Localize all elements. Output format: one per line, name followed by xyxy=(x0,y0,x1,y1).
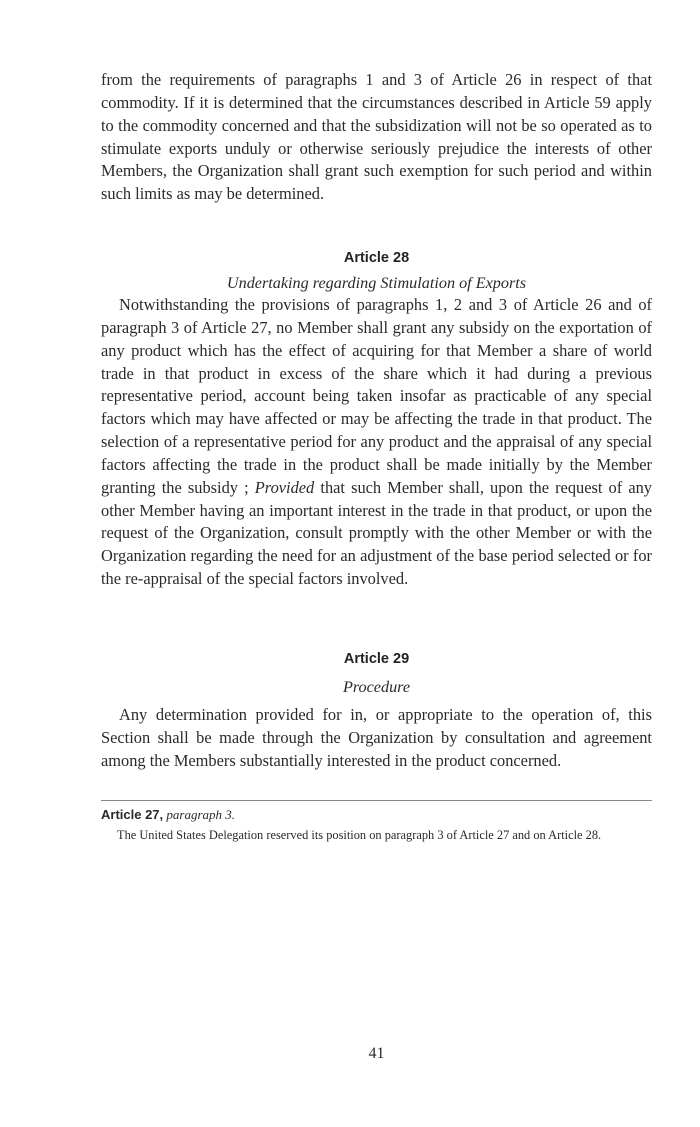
article-29-subtitle: Procedure xyxy=(342,678,411,696)
article-29-paragraph: Any determination provided for in, or appropriate to the operation of, this Section shall be made through the Organization by consultation and agreement among the Members substantially interested in the product concerned. xyxy=(101,705,652,770)
article-28-heading: Article 28 xyxy=(343,250,410,266)
page-number: 41 xyxy=(368,1045,385,1062)
footnote-label-italic: paragraph 3. xyxy=(166,807,236,822)
article-29-heading: Article 29 xyxy=(343,651,410,667)
footnote-title xyxy=(101,807,235,823)
article-28-paragraph xyxy=(101,294,652,591)
continuation-paragraph: from the requirements of paragraphs 1 and 3 of Article 26 in respect of that commodity. If it is determined that the circumstances described in Article 59 apply to the commodity concerned and that the subsidization will not be so operated as to stimulate exports unduly or otherwise seriously prejudice the interests of other Members, the Organization shall grant such exemption for such period and within such limits as may be determined. xyxy=(101,70,652,204)
article-28-text-part1: Notwithstanding the provisions of paragraphs 1, 2 and 3 of Article 26 and of paragraph 3 of Article 27, no Member shall grant any subsidy on the exportation of any product which has the effect of acquiring for that Member a share of world trade in that product in excess of the share which it had during a previous representative period, account being taken insofar as practicable of any special factors which may have affected or may be affecting the trade in that product. The selection of a representative period for any product and the appraisal of any special factors affecting the trade in the product shall be made initially by the Member granting the subsidy ; xyxy=(101,295,652,497)
article-28-subtitle: Undertaking regarding Stimulation of Exports xyxy=(226,274,527,292)
article-28-text-part2: that such Member shall, upon the request of any other Member having an important interest in the trade in that product, or upon the request of the Organization, consult promptly with the other Member or with the Organization regarding the need for an adjustment of the base period selected or for the re-appraisal of the special factors involved. xyxy=(101,477,652,589)
footnote-label: Article 27, xyxy=(101,807,164,822)
article-28-provided-word: Provided xyxy=(254,477,315,497)
footnote-divider xyxy=(101,800,652,801)
footnote-text: The United States Delegation reserved its position on paragraph 3 of Article 27 and on Article 28. xyxy=(117,828,602,842)
